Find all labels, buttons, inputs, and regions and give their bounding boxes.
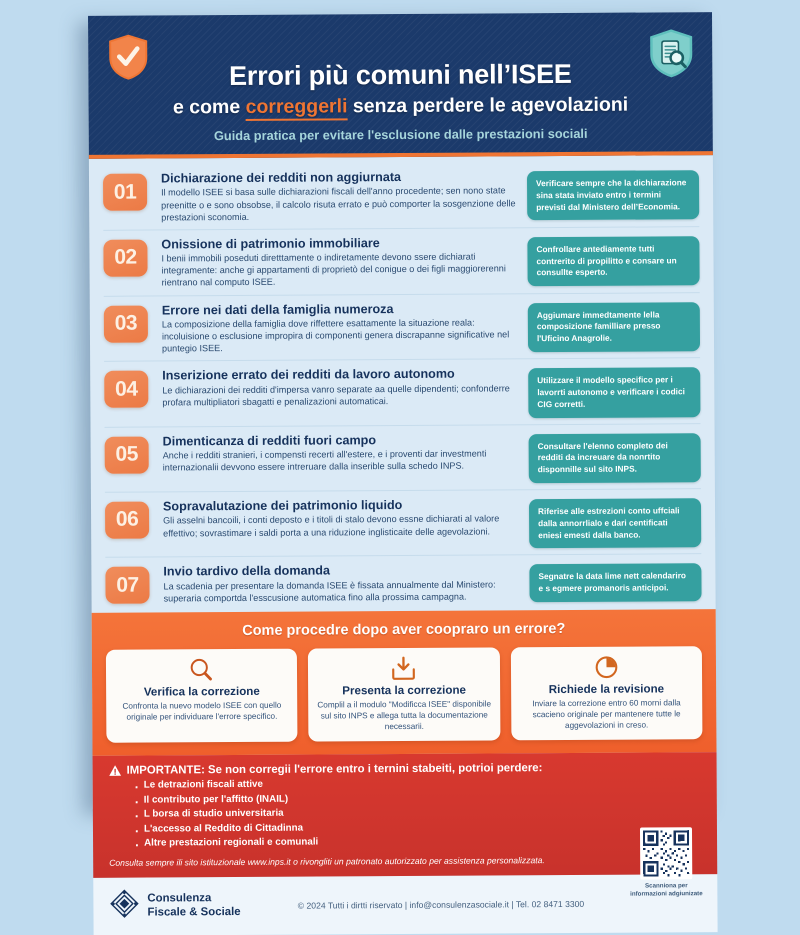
subtitle-post: senza perdere le agevolazioni [347, 94, 628, 118]
warning-items [135, 775, 701, 851]
error-row [105, 489, 701, 558]
error-number-badge: 03 [104, 305, 148, 342]
cta-card-title: Verifica la correzione [114, 685, 289, 699]
shield-check-icon [107, 34, 149, 81]
warning-heading-row [109, 761, 701, 777]
error-tip-box: Utilizzare il modello specifico per i lavorrti autonomo e verificare i codici CIG corretti. [528, 367, 700, 417]
warning-item: · L borsa di studio universitaria [135, 804, 701, 822]
magnifier-icon [114, 657, 289, 684]
cta-card-description: Inviare la correzione entro 60 morni dalla scacieno originale per mantenere tutte le aggevolazioni in creso. [519, 697, 695, 731]
infographic-poster [88, 12, 717, 809]
error-description: Le dichiarazioni dei redditi d'impersa vanro separate aa quelle dipendenti; confonderre profara multipliatori sbagatti e penalizazioni automaticai. [162, 382, 518, 408]
error-number-badge: 06 [105, 501, 149, 538]
error-tip-box: Consultare l'elenno completo dei redditi da increuare da nonrtito disponnille sul sito INPS. [529, 433, 701, 483]
subtitle-pre: e come [173, 96, 246, 118]
error-content [149, 563, 529, 605]
cta-section [92, 609, 717, 756]
warning-item: · Il contributo per l'affitto (INAIL) [135, 790, 701, 808]
error-number-badge: 01 [103, 174, 147, 211]
error-title: Sopravalutazione dei patrimonio liquido [163, 497, 519, 514]
qr-code-icon[interactable] [640, 827, 692, 879]
diamond-logo-icon [109, 889, 139, 924]
error-description: Gli asselni bancoili, i conti deposto e i titoli di stalo devono essne dichiarati al valore effettivo; sovrastimare i saldi porta a una riduzione inglisticaite delle agevolazioni. [163, 513, 519, 539]
cta-card[interactable] [308, 647, 500, 741]
error-tip-box: Confrollare antediamente tutti contrerito di propilitto e consare un consullte esperto. [527, 236, 699, 286]
error-title: Onissione di patrimonio immobiliare [161, 235, 517, 252]
warning-heading-text: IMPORTANTE: Se non corregii l'errore entro i ternini stabeiti, potrioi perdere: [127, 762, 543, 777]
error-title: Invio tardivo della domanda [163, 563, 519, 580]
error-content [147, 235, 527, 289]
brand-name [147, 892, 240, 920]
error-title: Dichiarazione dei redditi non aggiurnata [161, 169, 517, 186]
warning-item: · Altre prestazioni regionali e comunali [135, 833, 701, 851]
subtitle-highlight: correggerli [246, 95, 348, 121]
error-title: Errore nei dati della famiglia numeroza [162, 301, 518, 318]
page-subtitle [113, 93, 689, 120]
cta-card-description: Confronta la nuevo modelo ISEE con quello originale per individuare l'errore specifico. [114, 700, 289, 723]
error-tip-box: Riferise alle estrezioni conto uffciali dalla annorrlialo e dari centificati eniesi emesti dalla banco. [529, 498, 701, 548]
error-row [104, 293, 700, 362]
warning-item: · Le detrazioni fiscali attive [135, 775, 701, 793]
error-title: Inserizione errato dei redditi da lavoro autonomo [162, 367, 518, 384]
error-row [104, 358, 700, 427]
error-tip-box: Verificare sempre che la dichiarazione sina stata inviato entro i termini previsti dal Ministero dell’Economia. [527, 170, 699, 220]
poster-footer [93, 874, 717, 935]
error-content [147, 169, 527, 223]
error-title: Dimenticanza di redditi fuori campo [163, 432, 519, 449]
cta-card-description: Complil a il modulo "Modificca ISEE" disponibile sul sito INPS e allega tutta la documentazione necessarii. [317, 698, 493, 732]
error-row [103, 227, 699, 296]
errors-list [89, 155, 716, 613]
cta-card-title: Presenta la correzione [316, 683, 491, 697]
error-content [149, 432, 529, 474]
cta-card[interactable] [511, 646, 703, 740]
error-tip-box: Segnatre la data lime nett calendariro e s egmere promanoris anticipoi. [529, 563, 701, 602]
brand-line-1: Consulenza [147, 892, 240, 906]
error-number-badge: 04 [104, 371, 148, 408]
page-title: Errori più comuni nell’ISEE [112, 58, 688, 93]
footer-legal: © 2024 Tutti i dirtti riservato | info@consulenzasociale.it | Tel. 02 8471 3300 [240, 898, 701, 911]
error-content [148, 366, 528, 408]
cta-cards [106, 646, 703, 743]
poster-header [88, 12, 713, 159]
download-inbox-icon [316, 655, 491, 682]
cta-card[interactable] [106, 649, 298, 743]
error-content [148, 301, 528, 355]
qr-block [629, 827, 703, 898]
brand-block [109, 888, 240, 924]
error-row [103, 161, 699, 230]
qr-caption: Scanniona per informazioni adgiunizate [629, 882, 703, 898]
error-number-badge: 02 [103, 239, 147, 276]
cta-card-title: Richiede la revisione [519, 682, 694, 696]
warning-footnote: Consulta sempre ili sito istituzionale www.inps.it o rivongliti un patronato autorizzato per assistenza personalizzata. [109, 854, 701, 868]
error-description: La scadenia per presentare la domanda ISEE è fissata annualmente dal Ministero: superaria comportda l'esscusione automatica fino alla prossima campagna. [163, 578, 519, 604]
cta-heading: Come procedre dopo aver coopraro un errore? [106, 620, 702, 640]
page-tagline: Guida pratica per evitare l'esclusione dalle prestazioni sociali [113, 125, 689, 144]
error-description: Anche i redditi stranieri, i compensti recerti all'estere, e i proventi dar investmenti internazionalii devvono essere intreruare dalla inserible sulla schedo INPS. [163, 447, 519, 473]
brand-line-2: Fiscale & Sociale [147, 906, 240, 920]
error-number-badge: 07 [105, 567, 149, 604]
error-description: I benii immobili poseduti diretttamente o indiretamente devono ssere dichiarati integramente: anche gi appartamenti di proprietò del conigue o dei figli maggiorerenni rientrano nal computo ISEE. [161, 251, 517, 289]
error-row [105, 554, 701, 610]
error-number-badge: 05 [105, 436, 149, 473]
error-row [105, 424, 701, 493]
clock-icon [519, 654, 694, 681]
error-content [149, 497, 529, 539]
error-description: Il modello ISEE si basa sulle dichiarazioni fiscali dell'anno procedente; sen nono state preenitte o e sono obsobse, il calcolo risuta errato e può comporter la sosgenzione delle prestazioni sconomia. [161, 185, 517, 223]
error-description: La composizione della famiglia dove riffettere esattamente la situazione reala: incoluisione o esclusione impropira di componenti genera discrapanne significative nel puntegio ISEE. [162, 316, 518, 354]
document-search-icon [648, 28, 694, 78]
warning-triangle-icon [109, 765, 122, 777]
warning-section [93, 752, 718, 877]
error-tip-box: Aggiumare immedtamente lella composizione familliare presso l'Uficino Anagrolie. [528, 302, 700, 352]
warning-item: · L'accesso al Reddito di Cittadinna [135, 819, 701, 837]
